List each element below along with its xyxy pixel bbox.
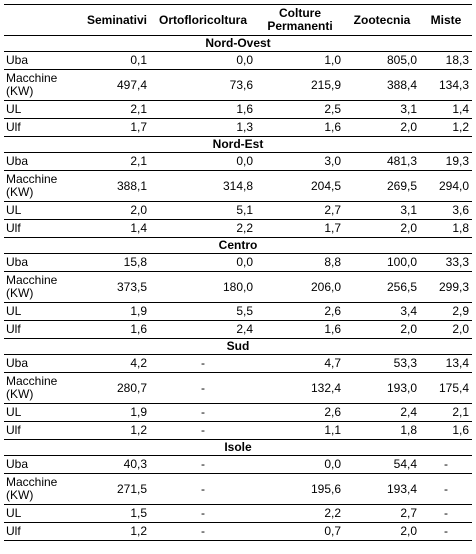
table-cell: 271,5 xyxy=(68,474,150,505)
row-label: Uba xyxy=(4,52,68,70)
table-cell: 1,2 xyxy=(420,119,472,137)
table-cell: 256,5 xyxy=(344,272,420,303)
table-cell: 3,1 xyxy=(344,101,420,119)
table-cell: 481,3 xyxy=(344,153,420,171)
table-row xyxy=(4,171,472,202)
table-cell: 175,4 xyxy=(420,373,472,404)
table-cell: 299,3 xyxy=(420,272,472,303)
table-cell: 54,4 xyxy=(344,456,420,474)
table-cell: 1,6 xyxy=(256,321,344,339)
table-cell: 2,0 xyxy=(344,321,420,339)
table-cell: 2,5 xyxy=(256,101,344,119)
table-cell: 1,7 xyxy=(256,220,344,238)
row-label: Macchine (KW) xyxy=(4,373,68,404)
table-cell: 388,4 xyxy=(344,70,420,101)
table-cell: 2,2 xyxy=(256,505,344,523)
table-cell: - xyxy=(150,355,256,373)
row-label: UL xyxy=(4,505,68,523)
section-title: Centro xyxy=(4,238,472,254)
row-label: Ulf xyxy=(4,220,68,238)
table-cell: 2,0 xyxy=(344,523,420,541)
row-label: Uba xyxy=(4,456,68,474)
table-cell: 5,5 xyxy=(150,303,256,321)
table-cell: 1,6 xyxy=(420,422,472,440)
table-cell: 1,8 xyxy=(420,220,472,238)
row-label: UL xyxy=(4,101,68,119)
table-cell: 4,7 xyxy=(256,355,344,373)
table-cell: 3,1 xyxy=(344,202,420,220)
table-row xyxy=(4,119,472,137)
table-cell: 1,4 xyxy=(420,101,472,119)
table-cell: 1,9 xyxy=(68,404,150,422)
table-cell: 805,0 xyxy=(344,52,420,70)
table-cell: - xyxy=(420,505,472,523)
table-cell: - xyxy=(150,456,256,474)
table-cell: 0,1 xyxy=(68,52,150,70)
table-cell: 0,0 xyxy=(150,52,256,70)
table-cell: 134,3 xyxy=(420,70,472,101)
table-cell: 497,4 xyxy=(68,70,150,101)
table-cell: 204,5 xyxy=(256,171,344,202)
table-cell: 100,0 xyxy=(344,254,420,272)
table-cell: 1,4 xyxy=(68,220,150,238)
table-cell: 2,2 xyxy=(150,220,256,238)
table-cell: 0,7 xyxy=(256,523,344,541)
table-cell: 1,2 xyxy=(68,422,150,440)
table-cell: - xyxy=(150,505,256,523)
table-cell: 314,8 xyxy=(150,171,256,202)
row-label: Macchine (KW) xyxy=(4,272,68,303)
table-cell: 33,3 xyxy=(420,254,472,272)
table-cell: 15,8 xyxy=(68,254,150,272)
table-cell: 0,0 xyxy=(150,254,256,272)
table-cell: - xyxy=(150,373,256,404)
table-row xyxy=(4,422,472,440)
section-row xyxy=(4,36,472,52)
table-cell: 2,4 xyxy=(150,321,256,339)
table-cell: 73,6 xyxy=(150,70,256,101)
table-cell: 53,3 xyxy=(344,355,420,373)
table-cell: 1,6 xyxy=(150,101,256,119)
header-row xyxy=(4,5,472,36)
row-label: Uba xyxy=(4,355,68,373)
table-cell: 0,0 xyxy=(256,456,344,474)
table-cell: 19,3 xyxy=(420,153,472,171)
table-cell: 2,9 xyxy=(420,303,472,321)
row-label: UL xyxy=(4,404,68,422)
table-cell: - xyxy=(420,456,472,474)
table-cell: 4,2 xyxy=(68,355,150,373)
table-row xyxy=(4,52,472,70)
table-cell: 1,3 xyxy=(150,119,256,137)
table-row xyxy=(4,220,472,238)
table-row xyxy=(4,505,472,523)
row-label: UL xyxy=(4,202,68,220)
table-cell: 18,3 xyxy=(420,52,472,70)
table-row xyxy=(4,355,472,373)
table-cell: 1,1 xyxy=(256,422,344,440)
row-label: Ulf xyxy=(4,422,68,440)
table-cell: 2,1 xyxy=(68,101,150,119)
table-cell: 5,1 xyxy=(150,202,256,220)
table-cell: 206,0 xyxy=(256,272,344,303)
table-cell: 2,1 xyxy=(420,404,472,422)
table-cell: 2,6 xyxy=(256,404,344,422)
table-cell: 195,6 xyxy=(256,474,344,505)
table-cell: 193,0 xyxy=(344,373,420,404)
table-cell: - xyxy=(420,474,472,505)
table-cell: 2,7 xyxy=(256,202,344,220)
table-cell: - xyxy=(150,422,256,440)
table-row xyxy=(4,70,472,101)
section-title: Nord-Ovest xyxy=(4,36,472,52)
section-title: Sud xyxy=(4,339,472,355)
row-label: UL xyxy=(4,303,68,321)
table-cell: 1,6 xyxy=(256,119,344,137)
header-cell-empty xyxy=(4,5,68,36)
table-cell: 1,8 xyxy=(344,422,420,440)
table-cell: 2,4 xyxy=(344,404,420,422)
section-row xyxy=(4,137,472,153)
data-table xyxy=(4,4,472,541)
row-label: Ulf xyxy=(4,523,68,541)
row-label: Ulf xyxy=(4,119,68,137)
table-cell: 3,6 xyxy=(420,202,472,220)
table-cell: 1,5 xyxy=(68,505,150,523)
table-cell: 269,5 xyxy=(344,171,420,202)
table-cell: 1,0 xyxy=(256,52,344,70)
table-cell: 0,0 xyxy=(150,153,256,171)
table-cell: 1,2 xyxy=(68,523,150,541)
row-label: Macchine (KW) xyxy=(4,474,68,505)
table-row xyxy=(4,303,472,321)
section-title: Nord-Est xyxy=(4,137,472,153)
table-cell: - xyxy=(150,474,256,505)
section-row xyxy=(4,440,472,456)
table-row xyxy=(4,254,472,272)
header-zootecnia: Zootecnia xyxy=(353,12,411,27)
table-cell: 40,3 xyxy=(68,456,150,474)
table-cell: 2,0 xyxy=(420,321,472,339)
table-cell: 132,4 xyxy=(256,373,344,404)
section-title: Isole xyxy=(4,440,472,456)
table-row xyxy=(4,272,472,303)
table-cell: 13,4 xyxy=(420,355,472,373)
table-cell: 1,9 xyxy=(68,303,150,321)
section-row xyxy=(4,339,472,355)
row-label: Macchine (KW) xyxy=(4,70,68,101)
table-cell: 3,4 xyxy=(344,303,420,321)
table-cell: 2,0 xyxy=(344,119,420,137)
header-ortofloricoltura: Ortofloricoltura xyxy=(158,12,247,27)
table-cell: 1,6 xyxy=(68,321,150,339)
header-colture-permanenti: Colture Permanenti xyxy=(267,6,333,33)
row-label: Macchine (KW) xyxy=(4,171,68,202)
table-cell: 180,0 xyxy=(150,272,256,303)
table-cell: 2,7 xyxy=(344,505,420,523)
table-row xyxy=(4,153,472,171)
table-cell: 193,4 xyxy=(344,474,420,505)
table-cell: 215,9 xyxy=(256,70,344,101)
table-row xyxy=(4,321,472,339)
table-body xyxy=(4,36,472,541)
table-row xyxy=(4,373,472,404)
table-row xyxy=(4,456,472,474)
table-cell: 2,0 xyxy=(68,202,150,220)
table-row xyxy=(4,474,472,505)
table-row xyxy=(4,101,472,119)
section-row xyxy=(4,238,472,254)
table-row xyxy=(4,523,472,541)
row-label: Uba xyxy=(4,153,68,171)
table-cell: - xyxy=(420,523,472,541)
header-miste: Miste xyxy=(430,12,462,27)
header-seminativi: Seminativi xyxy=(86,12,147,27)
row-label: Uba xyxy=(4,254,68,272)
table-cell: 388,1 xyxy=(68,171,150,202)
table-cell: 294,0 xyxy=(420,171,472,202)
table-cell: 280,7 xyxy=(68,373,150,404)
table-cell: 3,0 xyxy=(256,153,344,171)
table-cell: - xyxy=(150,404,256,422)
table-cell: 2,0 xyxy=(344,220,420,238)
row-label: Ulf xyxy=(4,321,68,339)
table-cell: 373,5 xyxy=(68,272,150,303)
table-cell: 2,6 xyxy=(256,303,344,321)
table-row xyxy=(4,404,472,422)
table-cell: 8,8 xyxy=(256,254,344,272)
table-cell: 2,1 xyxy=(68,153,150,171)
table-row xyxy=(4,202,472,220)
table-cell: 1,7 xyxy=(68,119,150,137)
table-cell: - xyxy=(150,523,256,541)
